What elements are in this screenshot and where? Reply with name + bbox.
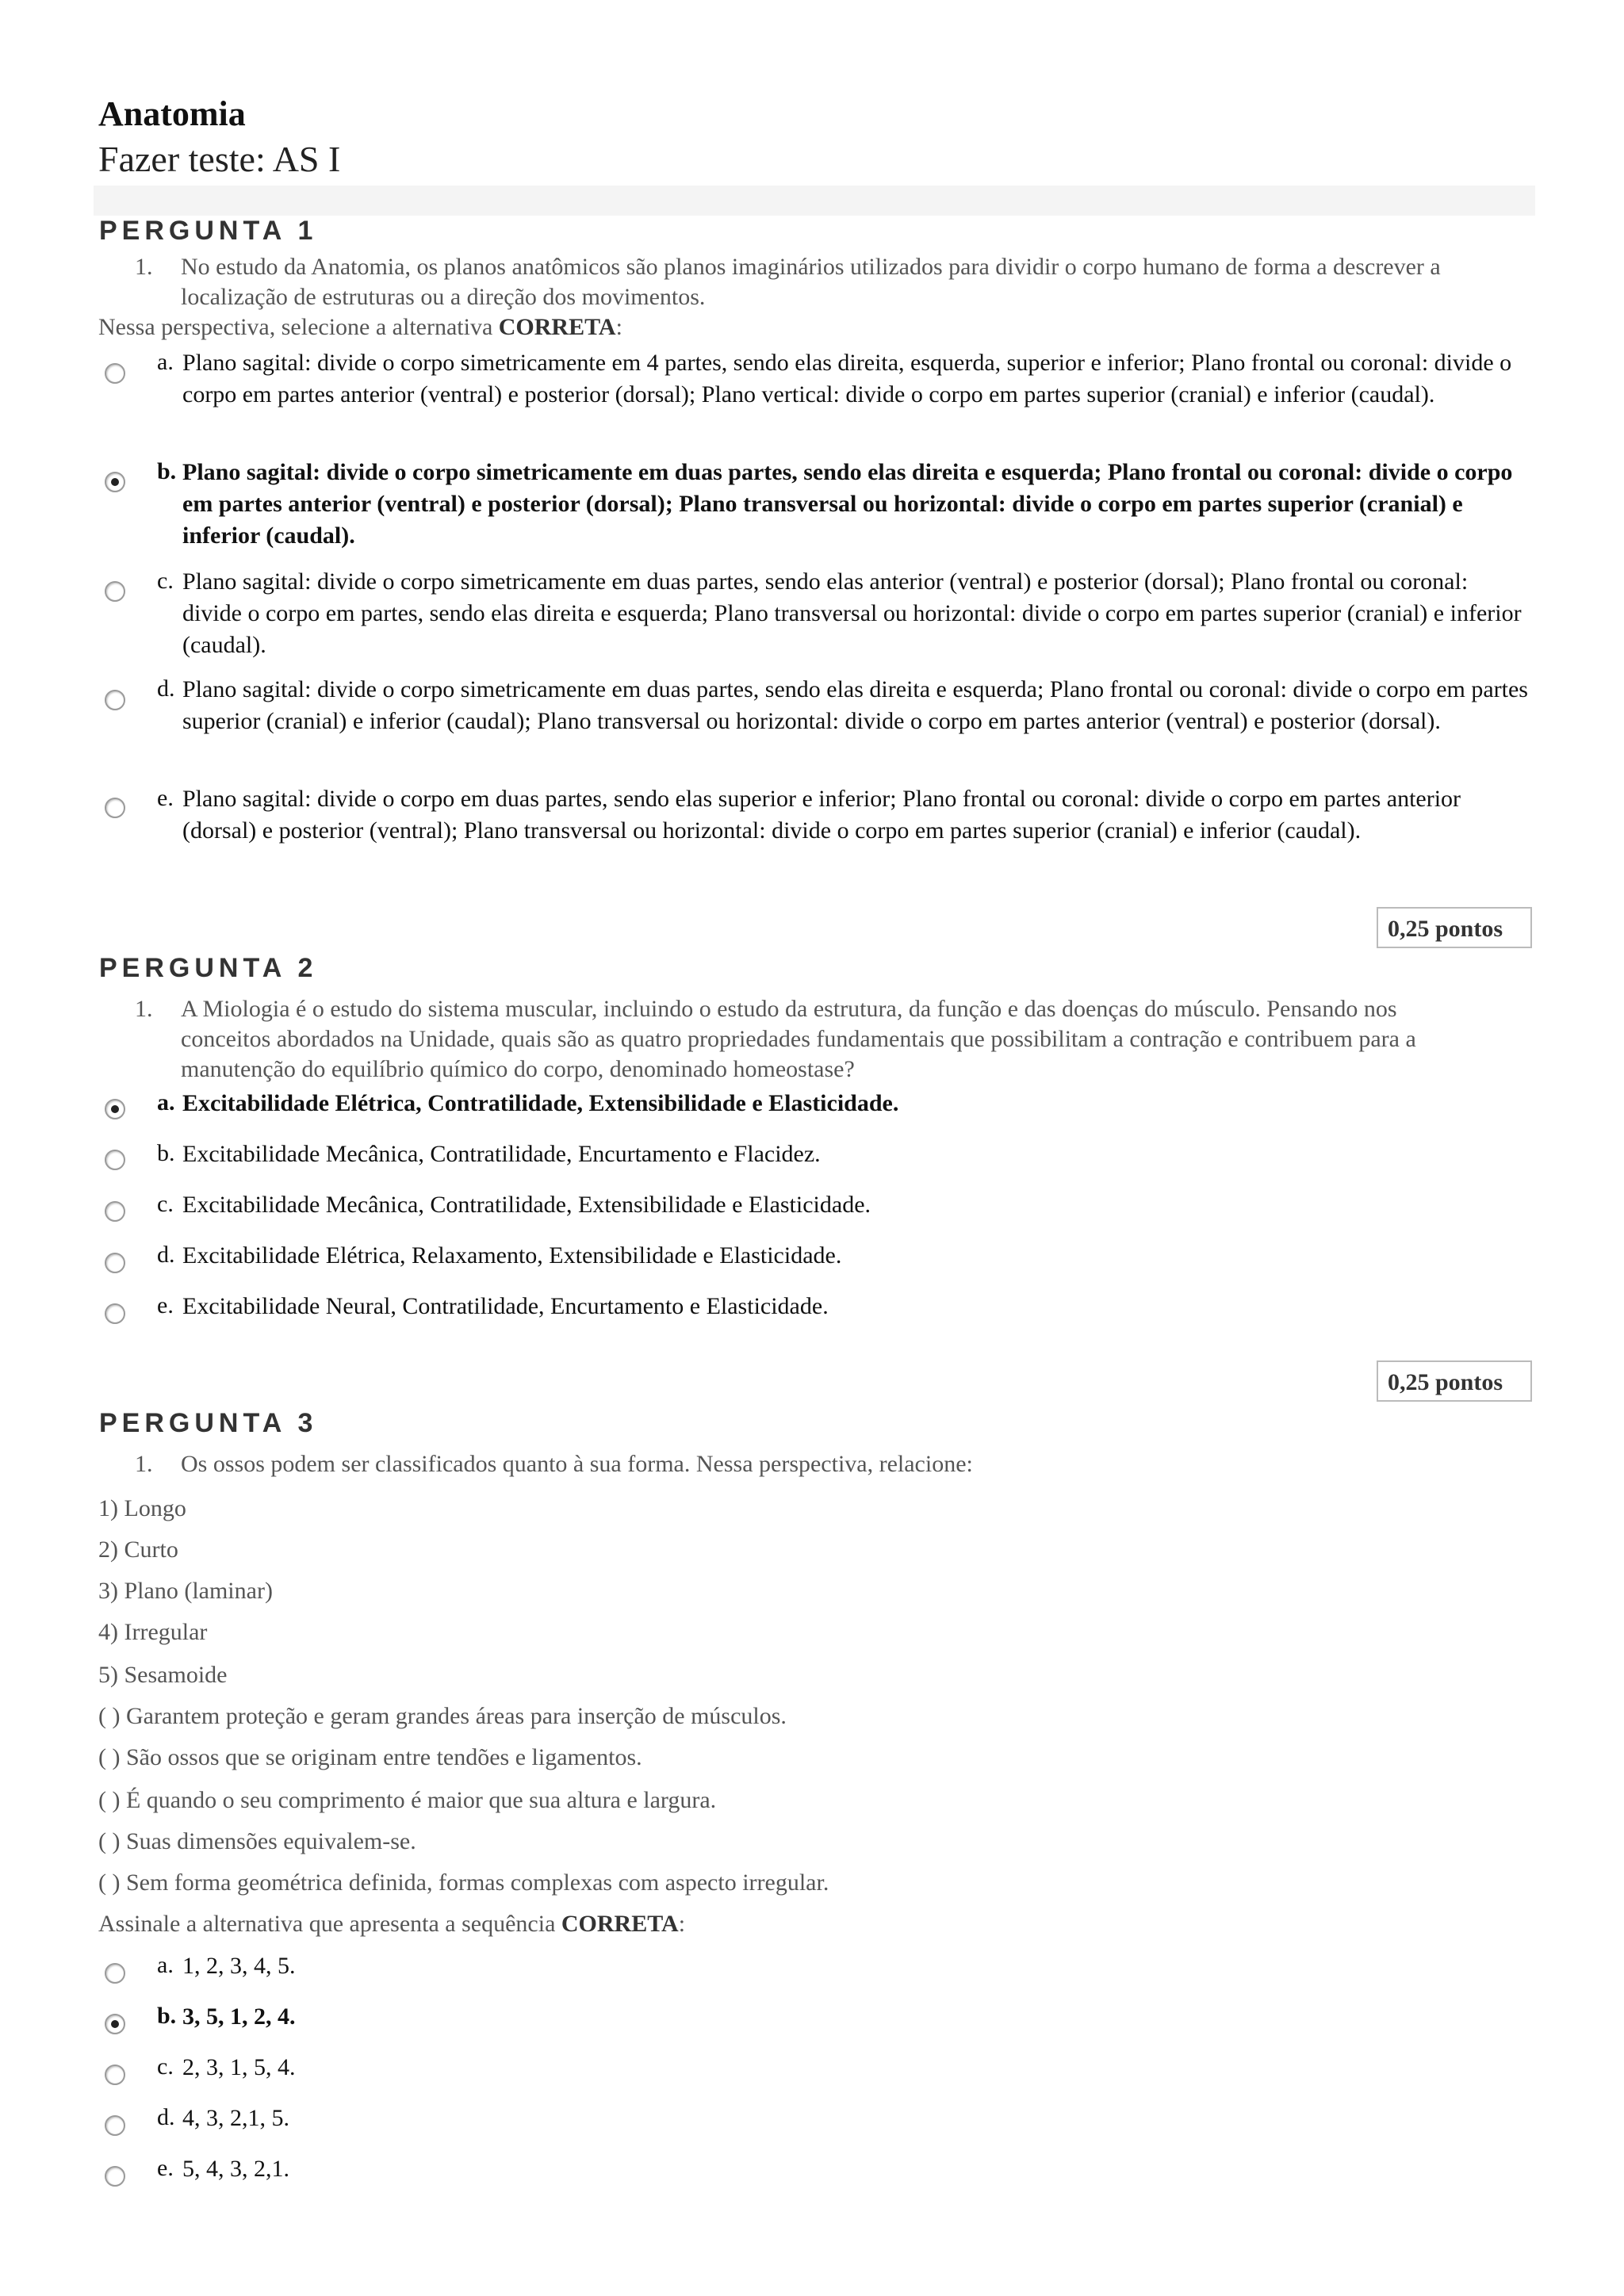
q3-item: 3) Plano (laminar) [98,1578,273,1604]
q1-option-a-text[interactable]: Plano sagital: divide o corpo simetricamente em 4 partes, sendo elas direita, esquerda, superior e inferior; Plano frontal ou coronal: divide o corpo em partes anterior (ventral) e posterior (dorsal); Plano vertical: divide o corpo em partes superior (cranial) e inferior (caudal). [182,350,1512,408]
q3-item: 2) Curto [98,1536,178,1563]
q3-option-b-letter: b. [157,2003,177,2029]
question-2-heading: PERGUNTA 2 [99,953,318,983]
q1-option-e-letter: e. [157,785,174,811]
question-3-text: Os ossos podem ser classificados quanto à sua forma. Nessa perspectiva, relacione: [181,1451,973,1477]
q3-option-b-radio[interactable] [105,2014,125,2034]
header-divider-band [94,186,1535,216]
q1-points-badge: 0,25 pontos [1377,907,1532,948]
q1-option-d-radio[interactable] [105,690,125,710]
question-3-heading: PERGUNTA 3 [99,1408,318,1438]
q3-item: 1) Longo [98,1495,186,1521]
question-2-text: A Miologia é o estudo do sistema muscular, incluindo o estudo da estrutura, da função e das doenças do músculo. Pensando nos conceitos abordados na Unidade, quais são as quatro propriedades fundamentais que possibilitam a contração e contribuem para a manutenção do equilíbrio químico do corpo, denominado homeostase? [181,996,1416,1082]
q3-option-d-radio[interactable] [105,2115,125,2136]
q2-option-b-radio[interactable] [105,1150,125,1170]
q2-option-c-text[interactable]: Excitabilidade Mecânica, Contratilidade, Extensibilidade e Elasticidade. [182,1192,871,1218]
q2-option-d-text[interactable]: Excitabilidade Elétrica, Relaxamento, Extensibilidade e Elasticidade. [182,1242,842,1269]
q3-option-a-letter: a. [157,1952,174,1978]
q3-item: ( ) Garantem proteção e geram grandes áreas para inserção de músculos. [98,1703,787,1729]
q2-points-badge: 0,25 pontos [1377,1360,1532,1402]
q3-option-e-letter: e. [157,2155,174,2181]
q1-option-b-radio[interactable] [105,472,125,492]
q1-option-c-radio[interactable] [105,581,125,602]
q3-option-e-text[interactable]: 5, 4, 3, 2,1. [182,2156,289,2182]
q3-item: 5) Sesamoide [98,1662,228,1688]
q1-option-e-text[interactable]: Plano sagital: divide o corpo em duas partes, sendo elas superior e inferior; Plano frontal ou coronal: divide o corpo em partes anterior (dorsal) e posterior (ventral); Plano transversal ou horizontal: divide o corpo em partes superior (cranial) e inferior (caudal). [182,786,1461,844]
q1-option-e-radio[interactable] [105,798,125,818]
q3-item: ( ) É quando o seu comprimento é maior que sua altura e largura. [98,1787,717,1813]
q2-option-d-letter: d. [157,1242,175,1268]
q2-option-a-radio[interactable] [105,1099,125,1119]
q2-option-a-letter: a. [157,1089,175,1115]
q1-option-d-letter: d. [157,675,175,702]
q1-option-b-letter: b. [157,458,177,484]
q3-option-c-text[interactable]: 2, 3, 1, 5, 4. [182,2054,296,2080]
q2-option-e-radio[interactable] [105,1303,125,1324]
q3-option-d-letter: d. [157,2104,175,2130]
q3-item: ( ) Sem forma geométrica definida, formas complexas com aspecto irregular. [98,1869,829,1896]
q2-option-d-radio[interactable] [105,1253,125,1273]
question-1-prompt: Nessa perspectiva, selecione a alternativa CORRETA: [98,314,622,340]
q2-option-b-text[interactable]: Excitabilidade Mecânica, Contratilidade, Encurtamento e Flacidez. [182,1141,821,1167]
q1-option-a-radio[interactable] [105,363,125,384]
q1-option-c-letter: c. [157,568,174,594]
q1-option-a-letter: a. [157,349,174,375]
q3-option-a-radio[interactable] [105,1963,125,1984]
q3-option-d-text[interactable]: 4, 3, 2,1, 5. [182,2105,289,2131]
q2-option-c-radio[interactable] [105,1201,125,1222]
q1-option-b-text[interactable]: Plano sagital: divide o corpo simetricamente em duas partes, sendo elas direita e esquerda; Plano frontal ou coronal: divide o corpo em partes anterior (ventral) e posterior (dorsal); Plano transversal ou horizontal: divide o corpo em partes superior (cranial) e inferior (caudal). [182,459,1513,549]
q3-item: ( ) Suas dimensões equivalem-se. [98,1828,416,1854]
q2-option-e-text[interactable]: Excitabilidade Neural, Contratilidade, Encurtamento e Elasticidade. [182,1293,829,1319]
question-3-number: 1. [135,1451,153,1477]
q3-option-b-text[interactable]: 3, 5, 1, 2, 4. [182,2003,296,2030]
q3-option-a-text[interactable]: 1, 2, 3, 4, 5. [182,1953,296,1979]
q3-option-c-radio[interactable] [105,2064,125,2085]
q1-option-d-text[interactable]: Plano sagital: divide o corpo simetricamente em duas partes, sendo elas direita e esquerda; Plano frontal ou coronal: divide o corpo em partes superior (cranial) e inferior (caudal); Plano transversal ou horizontal: divide o corpo em partes anterior (ventral) e posterior (dorsal). [182,676,1528,734]
question-2-number: 1. [135,996,153,1022]
test-title: Fazer teste: AS I [98,139,341,179]
q2-option-b-letter: b. [157,1140,175,1166]
q1-option-c-text[interactable]: Plano sagital: divide o corpo simetricamente em duas partes, sendo elas anterior (ventral) e posterior (dorsal); Plano frontal ou coronal: divide o corpo em partes, sendo elas direita e esquerda; Plano transversal ou horizontal: divide o corpo em partes superior (cranial) e inferior (caudal). [182,568,1522,658]
question-1-text: No estudo da Anatomia, os planos anatômicos são planos imaginários utilizados para dividir o corpo humano de forma a descrever a localização de estruturas ou a direção dos movimentos. [181,254,1441,310]
course-title: Anatomia [98,94,246,133]
q3-option-c-letter: c. [157,2053,174,2080]
question-3-prompt: Assinale a alternativa que apresenta a sequência CORRETA: [98,1911,686,1937]
q2-option-e-letter: e. [157,1292,174,1318]
q2-option-a-text[interactable]: Excitabilidade Elétrica, Contratilidade, Extensibilidade e Elasticidade. [182,1090,899,1116]
q3-item: 4) Irregular [98,1619,208,1645]
q2-option-c-letter: c. [157,1191,174,1217]
q3-item: ( ) São ossos que se originam entre tendões e ligamentos. [98,1744,642,1770]
q3-option-e-radio[interactable] [105,2166,125,2187]
question-1-heading: PERGUNTA 1 [99,216,318,246]
question-1-number: 1. [135,254,153,280]
